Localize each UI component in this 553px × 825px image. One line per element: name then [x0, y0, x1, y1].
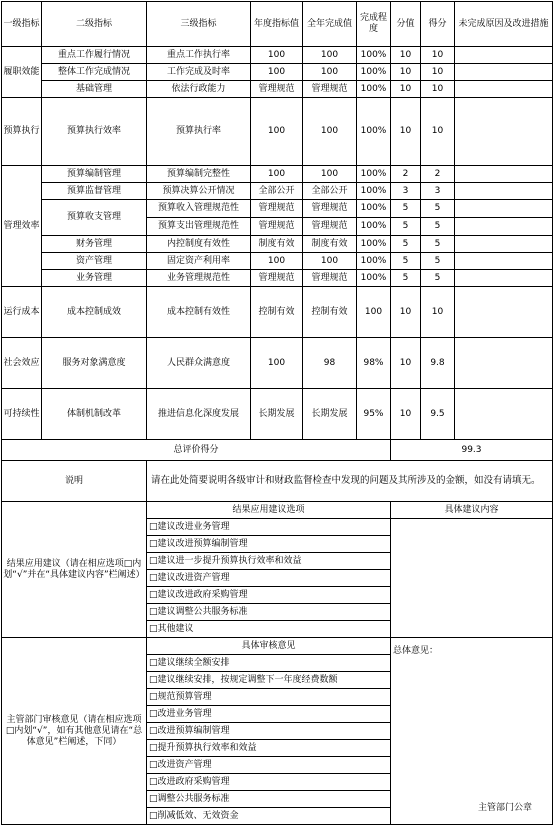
actual-cell: 管理规范: [303, 270, 357, 287]
reason-cell: [455, 183, 553, 200]
indicator-row: [2, 200, 553, 218]
indicator-row: [2, 47, 553, 64]
suggestion-option: □建议改进政府采购管理: [147, 587, 391, 604]
rate-cell: 100%: [357, 47, 391, 64]
suggestion-option: □建议改进预算编制管理: [147, 536, 391, 553]
score-cell: 9.8: [421, 338, 455, 389]
score-full-cell: 10: [391, 81, 421, 98]
score-full-cell: 10: [391, 389, 421, 440]
lv2-cell: 预算监督管理: [42, 183, 147, 200]
category-cell: 管理效率: [2, 166, 42, 287]
total-value: 99.3: [391, 440, 553, 461]
score-full-cell: 10: [391, 47, 421, 64]
lv3-cell: 预算执行率: [147, 98, 251, 166]
indicator-row: [2, 270, 553, 287]
reason-cell: [455, 338, 553, 389]
actual-cell: 100: [303, 253, 357, 270]
total-label: 总评价得分: [2, 440, 391, 461]
column-header: 二级指标: [42, 2, 147, 47]
lv2-cell: 体制机制改革: [42, 389, 147, 440]
review-option: □削减低效、无效资金: [147, 808, 391, 825]
lv3-cell: 预算收入管理规范性: [147, 200, 251, 218]
indicator-row: [2, 166, 553, 183]
review-option: □建议继续全额安排: [147, 655, 391, 672]
suggestion-option: □建议调整公共服务标准: [147, 604, 391, 621]
category-cell: 预算执行: [2, 98, 42, 166]
lv3-cell: 内控制度有效性: [147, 236, 251, 253]
column-header: 一级指标: [2, 2, 42, 47]
rate-cell: 100%: [357, 218, 391, 236]
indicator-row: [2, 64, 553, 81]
target-cell: 管理规范: [251, 200, 303, 218]
review-col-header: 具体审核意见: [147, 638, 391, 655]
score-cell: 5: [421, 200, 455, 218]
target-cell: 管理规范: [251, 270, 303, 287]
reason-cell: [455, 270, 553, 287]
reason-cell: [455, 218, 553, 236]
score-cell: 5: [421, 236, 455, 253]
reason-cell: [455, 47, 553, 64]
review-option: □改进政府采购管理: [147, 774, 391, 791]
review-option: □建议继续安排，按规定调整下一年度经费数额: [147, 672, 391, 689]
lv3-cell: 推进信息化深度发展: [147, 389, 251, 440]
category-cell: 履职效能: [2, 47, 42, 98]
lv3-cell: 业务管理规范性: [147, 270, 251, 287]
target-cell: 100: [251, 338, 303, 389]
rate-cell: 100%: [357, 166, 391, 183]
indicator-row: [2, 253, 553, 270]
category-cell: 可持续性: [2, 389, 42, 440]
score-full-cell: 10: [391, 64, 421, 81]
lv3-cell: 依法行政能力: [147, 81, 251, 98]
score-cell: 10: [421, 287, 455, 338]
score-cell: 9.5: [421, 389, 455, 440]
actual-cell: 100: [303, 64, 357, 81]
suggestion-option: □建议改进业务管理: [147, 519, 391, 536]
lv3-cell: 重点工作执行率: [147, 47, 251, 64]
actual-cell: 管理规范: [303, 218, 357, 236]
indicator-row: [2, 98, 553, 166]
suggestion-option: □其他建议: [147, 621, 391, 638]
reason-cell: [455, 236, 553, 253]
score-full-cell: 3: [391, 183, 421, 200]
target-cell: 100: [251, 253, 303, 270]
reason-cell: [455, 253, 553, 270]
target-cell: 100: [251, 64, 303, 81]
suggestion-option: □建议改进资产管理: [147, 570, 391, 587]
target-cell: 100: [251, 166, 303, 183]
review-option: □规范预算管理: [147, 689, 391, 706]
overall-opinion-cell: [391, 638, 553, 825]
target-cell: 100: [251, 98, 303, 166]
lv2-cell: 财务管理: [42, 236, 147, 253]
lv2-cell: 预算收支管理: [42, 200, 147, 236]
lv2-cell: 预算执行效率: [42, 98, 147, 166]
indicator-row: [2, 338, 553, 389]
lv3-cell: 人民群众满意度: [147, 338, 251, 389]
indicator-row: [2, 287, 553, 338]
lv2-cell: 基础管理: [42, 81, 147, 98]
lv2-cell: 成本控制成效: [42, 287, 147, 338]
lv3-cell: 固定资产利用率: [147, 253, 251, 270]
target-cell: 100: [251, 47, 303, 64]
score-full-cell: 5: [391, 253, 421, 270]
review-option: □改进资产管理: [147, 757, 391, 774]
rate-cell: 100: [357, 287, 391, 338]
rate-cell: 100%: [357, 253, 391, 270]
actual-cell: 制度有效: [303, 236, 357, 253]
score-cell: 10: [421, 64, 455, 81]
target-cell: 控制有效: [251, 287, 303, 338]
review-option: □提升预算执行效率和效益: [147, 740, 391, 757]
column-header: 完成程度: [357, 2, 391, 47]
suggestion-content: [391, 519, 553, 638]
actual-cell: 管理规范: [303, 200, 357, 218]
score-full-cell: 5: [391, 270, 421, 287]
column-header: 三级指标: [147, 2, 251, 47]
score-full-cell: 5: [391, 236, 421, 253]
lv3-cell: 工作完成及时率: [147, 64, 251, 81]
actual-cell: 100: [303, 47, 357, 64]
reason-cell: [455, 64, 553, 81]
category-cell: 运行成本: [2, 287, 42, 338]
rate-cell: 95%: [357, 389, 391, 440]
target-cell: 管理规范: [251, 218, 303, 236]
score-cell: 5: [421, 270, 455, 287]
actual-cell: 98: [303, 338, 357, 389]
review-header-row: [2, 638, 553, 655]
target-cell: 制度有效: [251, 236, 303, 253]
score-cell: 5: [421, 218, 455, 236]
suggestion-option: □建议进一步提升预算执行效率和效益: [147, 553, 391, 570]
rate-cell: 100%: [357, 81, 391, 98]
column-header: 未完成原因及改进措施: [455, 2, 553, 47]
rate-cell: 100%: [357, 200, 391, 218]
score-full-cell: 5: [391, 218, 421, 236]
column-header: 年度指标值: [251, 2, 303, 47]
score-cell: 5: [421, 253, 455, 270]
actual-cell: 长期发展: [303, 389, 357, 440]
lv3-cell: 预算支出管理规范性: [147, 218, 251, 236]
indicator-row: [2, 389, 553, 440]
lv3-cell: 预算决算公开情况: [147, 183, 251, 200]
review-option: □改进预算编制管理: [147, 723, 391, 740]
actual-cell: 100: [303, 98, 357, 166]
score-full-cell: 10: [391, 287, 421, 338]
suggestion-content-header: 具体建议内容: [391, 502, 553, 519]
seal-label: 主管部门公章: [477, 803, 532, 813]
indicator-row: [2, 81, 553, 98]
reason-cell: [455, 98, 553, 166]
actual-cell: 管理规范: [303, 81, 357, 98]
lv2-cell: 资产管理: [42, 253, 147, 270]
reason-cell: [455, 389, 553, 440]
score-cell: 10: [421, 98, 455, 166]
reason-cell: [455, 81, 553, 98]
actual-cell: 全部公开: [303, 183, 357, 200]
score-full-cell: 10: [391, 98, 421, 166]
note-label: 说明: [2, 461, 147, 502]
rate-cell: 100%: [357, 64, 391, 81]
reason-cell: [455, 287, 553, 338]
actual-cell: 100: [303, 166, 357, 183]
total-row: [2, 440, 553, 461]
score-cell: 10: [421, 47, 455, 64]
suggestion-col-header: 结果应用建议选项: [147, 502, 391, 519]
category-cell: 社会效应: [2, 338, 42, 389]
note-row: [2, 461, 553, 502]
lv2-cell: 服务对象满意度: [42, 338, 147, 389]
rate-cell: 100%: [357, 183, 391, 200]
suggestion-header-row: [2, 502, 553, 519]
rate-cell: 100%: [357, 270, 391, 287]
suggestion-label: 结果应用建议（请在相应选项□内划“√”并在“具体建议内容”栏阐述）: [2, 502, 147, 638]
review-option: □调整公共服务标准: [147, 791, 391, 808]
reason-cell: [455, 166, 553, 183]
review-option: □改进业务管理: [147, 706, 391, 723]
lv3-cell: 预算编制完整性: [147, 166, 251, 183]
rate-cell: 98%: [357, 338, 391, 389]
column-header: 分值: [391, 2, 421, 47]
rate-cell: 100%: [357, 236, 391, 253]
header-row: [2, 2, 553, 47]
column-header: 得分: [421, 2, 455, 47]
overall-opinion-label: 总体意见：: [393, 646, 439, 656]
score-full-cell: 5: [391, 200, 421, 218]
actual-cell: 控制有效: [303, 287, 357, 338]
lv2-cell: 业务管理: [42, 270, 147, 287]
reason-cell: [455, 200, 553, 218]
target-cell: 管理规范: [251, 81, 303, 98]
lv2-cell: 整体工作完成情况: [42, 64, 147, 81]
indicator-row: [2, 236, 553, 253]
evaluation-table: [1, 1, 553, 825]
rate-cell: 100%: [357, 98, 391, 166]
target-cell: 全部公开: [251, 183, 303, 200]
score-cell: 10: [421, 81, 455, 98]
lv2-cell: 重点工作履行情况: [42, 47, 147, 64]
score-cell: 2: [421, 166, 455, 183]
review-label: 主管部门审核意见（请在相应选项□内划“√”，如有其他意见请在“总体意见”栏阐述，下同）: [2, 638, 147, 825]
score-full-cell: 10: [391, 338, 421, 389]
lv2-cell: 预算编制管理: [42, 166, 147, 183]
column-header: 全年完成值: [303, 2, 357, 47]
score-cell: 3: [421, 183, 455, 200]
note-text: 请在此处简要说明各级审计和财政监督检查中发现的问题及其所涉及的金额，如没有请填无。: [147, 461, 553, 502]
target-cell: 长期发展: [251, 389, 303, 440]
indicator-row: [2, 183, 553, 200]
lv3-cell: 成本控制有效性: [147, 287, 251, 338]
score-full-cell: 2: [391, 166, 421, 183]
